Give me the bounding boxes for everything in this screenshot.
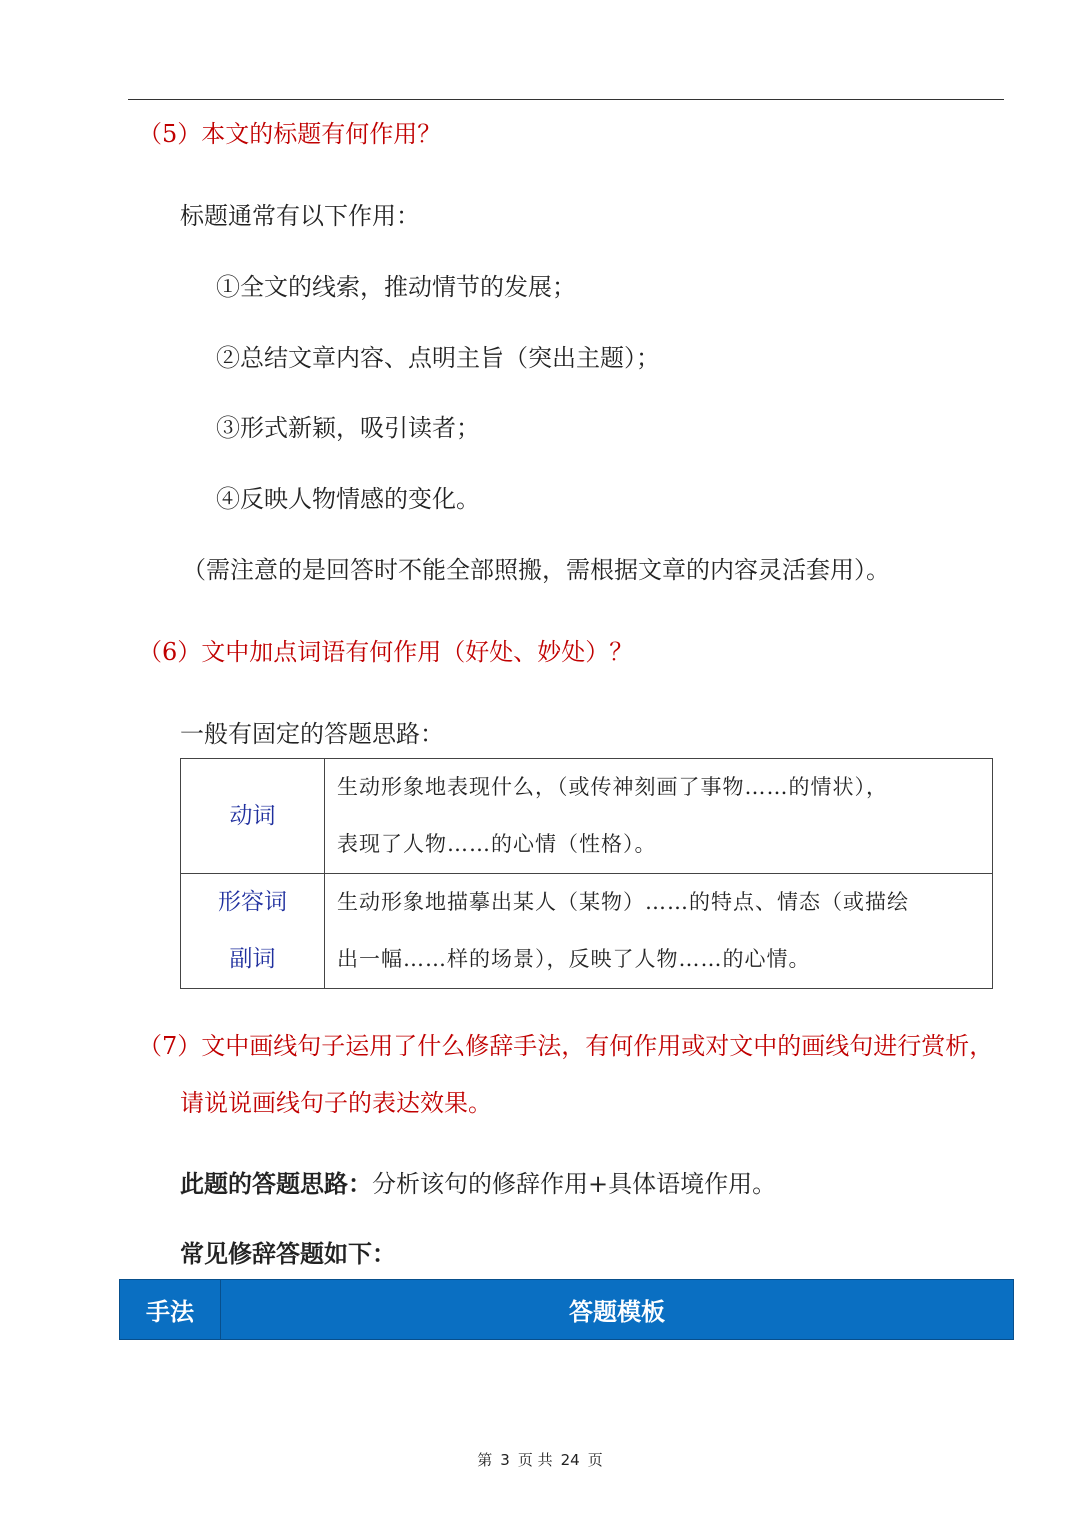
effect-line: 生动形象地描摹出某人（某物）……的特点、情态（或描绘 xyxy=(337,890,909,914)
footer-page-number: 3 xyxy=(500,1451,510,1469)
table-row xyxy=(181,759,993,874)
word-effect-cell xyxy=(325,759,993,874)
q7-title-line2: 请说说画线句子的表达效果。 xyxy=(180,1089,492,1117)
footer-total-pages: 24 xyxy=(560,1451,580,1469)
q5-item-4: ④反映人物情感的变化。 xyxy=(216,485,480,513)
q5-intro: 标题通常有以下作用： xyxy=(180,202,420,230)
q7-approach-text: 分析该句的修辞作用+具体语境作用。 xyxy=(372,1170,777,1198)
q5-title: （5）本文的标题有何作用？ xyxy=(138,120,442,148)
table-row xyxy=(181,874,993,989)
q7-approach-label: 此题的答题思路： xyxy=(180,1170,372,1198)
q5-item-3: ③形式新颖，吸引读者； xyxy=(216,414,480,442)
q5-note: （需注意的是回答时不能全部照搬，需根据文章的内容灵活套用）。 xyxy=(182,556,890,584)
footer-prefix: 第 xyxy=(477,1451,493,1469)
q7-common-label: 常见修辞答题如下： xyxy=(180,1240,396,1268)
q7-title-line1: （7）文中画线句子运用了什么修辞手法，有何作用或对文中的画线句进行赏析， xyxy=(138,1032,994,1060)
word-effect-cell xyxy=(325,874,993,989)
word-type-cell xyxy=(181,874,325,989)
rhetoric-table xyxy=(119,1279,1014,1340)
q5-item-1: ①全文的线索，推动情节的发展； xyxy=(216,273,576,301)
col-header-template: 答题模板 xyxy=(221,1280,1014,1340)
q6-title: （6）文中加点词语有何作用（好处、妙处）？ xyxy=(138,638,634,666)
col-header-technique: 手法 xyxy=(120,1280,221,1340)
word-type-adjective: 形容词 xyxy=(218,889,287,915)
effect-line: 出一幅……样的场景），反映了人物……的心情。 xyxy=(337,947,811,971)
footer-suffix: 页 xyxy=(587,1451,603,1469)
footer-mid: 页 共 xyxy=(517,1451,553,1469)
q5-item-2: ②总结文章内容、点明主旨（突出主题）； xyxy=(216,344,660,372)
word-type-verb: 动词 xyxy=(229,802,276,829)
q6-intro: 一般有固定的答题思路： xyxy=(180,720,444,748)
table-header-row xyxy=(120,1280,1014,1340)
word-function-table xyxy=(180,758,993,989)
page-footer xyxy=(0,1449,1080,1470)
effect-line: 生动形象地表现什么，（或传神刻画了事物……的情状）， xyxy=(337,775,888,799)
header-rule xyxy=(128,99,1004,100)
word-type-cell xyxy=(181,759,325,874)
effect-line: 表现了人物……的心情（性格）。 xyxy=(337,832,657,856)
word-type-adverb: 副词 xyxy=(229,946,276,972)
q7-approach xyxy=(180,1164,776,1199)
